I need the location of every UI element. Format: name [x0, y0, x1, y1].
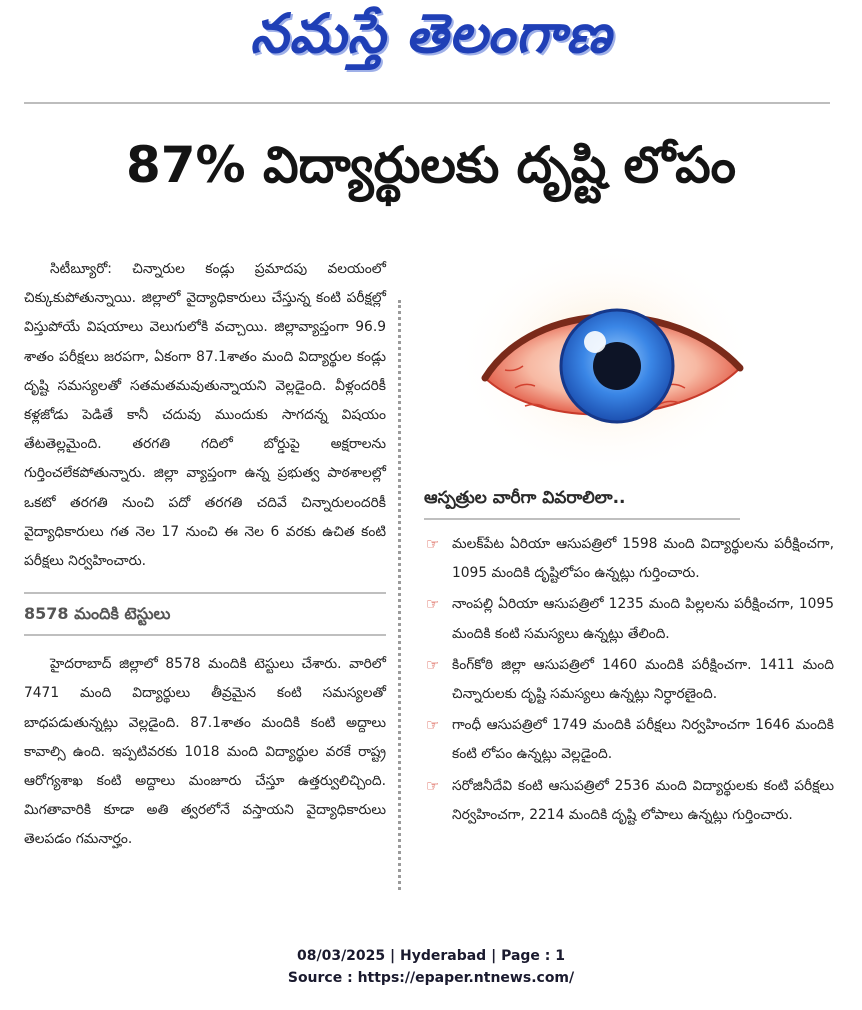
pointing-hand-icon: ☞: [426, 776, 440, 795]
article-paragraph-2: హైదరాబాద్ జిల్లాలో 8578 మందికి టెస్టులు చేశారు. వారిలో 7471 మంది విద్యార్థులు తీవ్రమైన కంటి సమస్యలతో బాధపడుతున్నట్లు వెల్లడైంది. 87.1శాతం మందికి కంటి అద్దాలు కావాల్సి ఉంది. ఇప్పటివరకు 1018 మంది విద్యార్థుల వరకే రాష్ట్ర ఆరోగ్యశాఖ కంటి అద్దాలు మంజూరు చేస్తూ ఉత్తర్వులిచ్చింది. మిగతావారికి కూడా అతి త్వరలోనే వస్తాయని వైద్యాధికారులు తెలపడం గమనార్హం.: [24, 656, 386, 848]
list-item: [424, 711, 834, 769]
pointing-hand-icon: ☞: [426, 595, 440, 614]
hospital-details-heading: ఆస్పత్రుల వారీగా వివరాలిలా..: [424, 484, 740, 520]
pointing-hand-icon: ☞: [426, 716, 440, 735]
subheading: 8578 మందికి టెస్టులు: [24, 592, 386, 636]
list-item-text: నాంపల్లి ఏరియా ఆసుపత్రిలో 1235 మంది పిల్లలను పరీక్షించగా, 1095 మందికి కంటి సమస్యలు ఉన్నట్లు తేలింది.: [452, 596, 834, 642]
red-eye-icon: [455, 238, 755, 470]
eye-illustration: [455, 238, 755, 470]
masthead: [0, 0, 862, 96]
list-item-text: గాంధీ ఆసుపత్రిలో 1749 మందికి పరీక్షలు నిర్వహించగా 1646 మందికి కంటి లోపం ఉన్నట్లు వెల్లడైంది.: [452, 717, 834, 763]
list-item-text: కింగ్‌కోఠి జిల్లా ఆసుపత్రిలో 1460 మందికి పరీక్షించగా. 1411 మంది చిన్నారులకు దృష్టి సమస్యలు ఉన్నట్లు నిర్ధారణైంది.: [452, 656, 834, 703]
list-item: [424, 530, 834, 588]
list-item: [424, 772, 834, 830]
list-item: [424, 651, 834, 709]
footer: [0, 945, 862, 989]
list-item-text: మలక్‌పేట ఏరియా ఆసుపత్రిలో 1598 మంది విద్యార్థులను పరీక్షించగా, 1095 మందికి దృష్టిలోపం ఉన్నట్లు గుర్తించారు.: [452, 536, 834, 582]
left-column: [24, 255, 386, 855]
pointing-hand-icon: ☞: [426, 535, 440, 553]
newspaper-title: నమస్తే తెలంగాణ: [250, 2, 612, 65]
list-item-text: సరోజినీదేవి కంటి ఆసుపత్రిలో 2536 మంది విద్యార్థులకు కంటి పరీక్షలు నిర్వహించగా, 2214 మందికి దృష్టి లోపాలు ఉన్నట్లు గుర్తించారు.: [452, 777, 834, 823]
footer-source-line: Source : https://epaper.ntnews.com/: [287, 970, 575, 986]
hospital-list: [424, 530, 834, 832]
list-item: [424, 590, 834, 648]
masthead-divider: [24, 102, 830, 104]
column-divider: [398, 300, 401, 890]
article-paragraph-1: సిటీబ్యూరో: చిన్నారుల కండ్లు ప్రమాదపు వలయంలో చిక్కుకుపోతున్నాయి. జిల్లాలో వైద్యాధికారులు చేస్తున్న కంటి పరీక్షల్లో విస్తుపోయే విషయాలు వెలుగులోకి వచ్చాయి. జిల్లావ్యాప్తంగా 96.9 శాతం పరీక్షలు జరపగా, ఏకంగా 87.1శాతం మంది విద్యార్థుల కండ్లు దృష్టి సమస్యలతో సతమతమవుతున్నాయని వెల్లడైంది. వీళ్లందరికీ కళ్లజోడు పెడితే కానీ చదువు ముందుకు సాగదన్న విషయం తేటతెల్లమైంది. తరగతి గదిలో బోర్డుపై అక్షరాలను గుర్తించలేకపోతున్నారు. జిల్లా వ్యాప్తంగా ఉన్న ప్రభుత్వ పాఠశాలల్లో ఒకటో తరగతి నుంచి పదో తరగతి చదివే చిన్నారులందరికీ వైద్యాధికారులు గత నెల 17 నుంచి ఈ నెల 6 వరకు ఉచిత కంటి పరీక్షలు నిర్వహించారు.: [24, 261, 386, 570]
footer-date-line: 08/03/2025 | Hyderabad | Page : 1: [296, 948, 566, 964]
headline: 87% విద్యార్థులకు దృష్టి లోపం: [125, 136, 737, 194]
pointing-hand-icon: ☞: [426, 655, 440, 674]
